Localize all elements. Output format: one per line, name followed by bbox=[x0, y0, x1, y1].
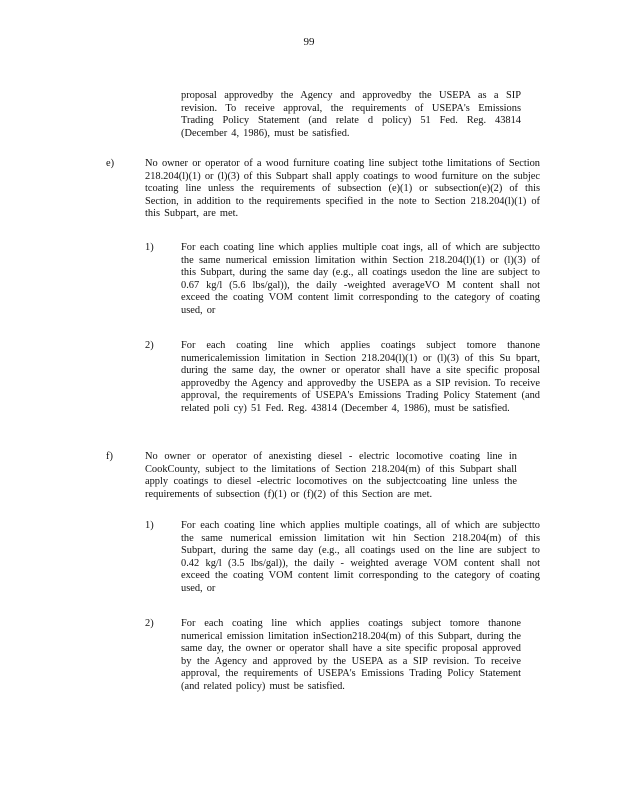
subsection-e2-label: 2) bbox=[145, 340, 154, 351]
subsection-f-text: No owner or operator of anexisting diesel - electric locomotive coating line in CookCounty, subject to the limitations of Section 218.204(m) of this Subpart shall apply coatings to diesel -electric locomotives on the subjectcoating line unless the requirements of subsection (f)(1) or (f)(2) of this Section are met. bbox=[145, 451, 517, 500]
subsection-e-text: No owner or operator of a wood furniture coating line subject tothe limitations of Section 218.204(l)(1) or (l)(3) of this Subpart shall apply coatings to wood furniture on the subjec tcoating line unless the requirements of subsection (e)(1) or subsection(e)(2) of this Section, in addition to the requirements specified in the note to Section 218.204(l)(1) of this Subpart, are met. bbox=[145, 158, 540, 220]
page-number: 99 bbox=[303, 36, 315, 48]
subsection-f2-label: 2) bbox=[145, 618, 154, 629]
subsection-f1-text: For each coating line which applies multiple coatings, all of which are subjectto the same numerical emission limitation wit hin Section 218.204(m) of this Subpart, during the same day (e.g., all coatings used on the line are subject to 0.42 kg/l (3.5 lbs/gal)), the daily - weighted average VOM content shall not exceed the coating VOM content limit corresponding to the category of coating used, or bbox=[181, 520, 540, 594]
subsection-f-label: f) bbox=[106, 451, 113, 462]
subsection-e1-text: For each coating line which applies multiple coat ings, all of which are subjectto the same numerical emission limitation within Section 218.204(l)(1) or (l)(3) of this Subpart, during the same day (e.g., all coatings usedon the line are subject to 0.67 kg/l (5.6 lbs/gal)), the daily -weighted averageVO M content shall not exceed the coating VOM content limit corresponding to the category of coating used, or bbox=[181, 242, 540, 316]
subsection-f1-label: 1) bbox=[145, 520, 154, 531]
subsection-f2-text: For each coating line which applies coatings subject tomore thanone numerical emission limitation inSection218.204(m) of this Subpart, during the same day, the owner or operator shall have a site specific proposal approved by the Agency and approved by the USEPA as a SIP revision. To receive approval, the requirements of USEPA's Emissions Trading Policy Statement (and related policy) must be satisfied. bbox=[181, 618, 521, 692]
subsection-e2-text: For each coating line which applies coatings subject tomore thanone numericalemission limitation in Section 218.204(l)(1) or (l)(3) of this Su bpart, during the same day, the owner or operator shall have a site specific proposal approvedby the Agency and approvedby the USEPA as a SIP revision. To receive approval, the requirements of USEPA's Emissions Trading Policy Statement (and related poli cy) 51 Fed. Reg. 43814 (December 4, 1986), must be satisfied. bbox=[181, 340, 540, 414]
subsection-e-label: e) bbox=[106, 158, 115, 169]
subsection-e1-label: 1) bbox=[145, 242, 154, 253]
continuation-paragraph: proposal approvedby the Agency and approvedby the USEPA as a SIP revision. To receive approval, the requirements of USEPA's Emissions Trading Policy Statement (and relate d policy) 51 Fed. Reg. 43814 (December 4, 1986), must be satisfied. bbox=[181, 90, 521, 139]
